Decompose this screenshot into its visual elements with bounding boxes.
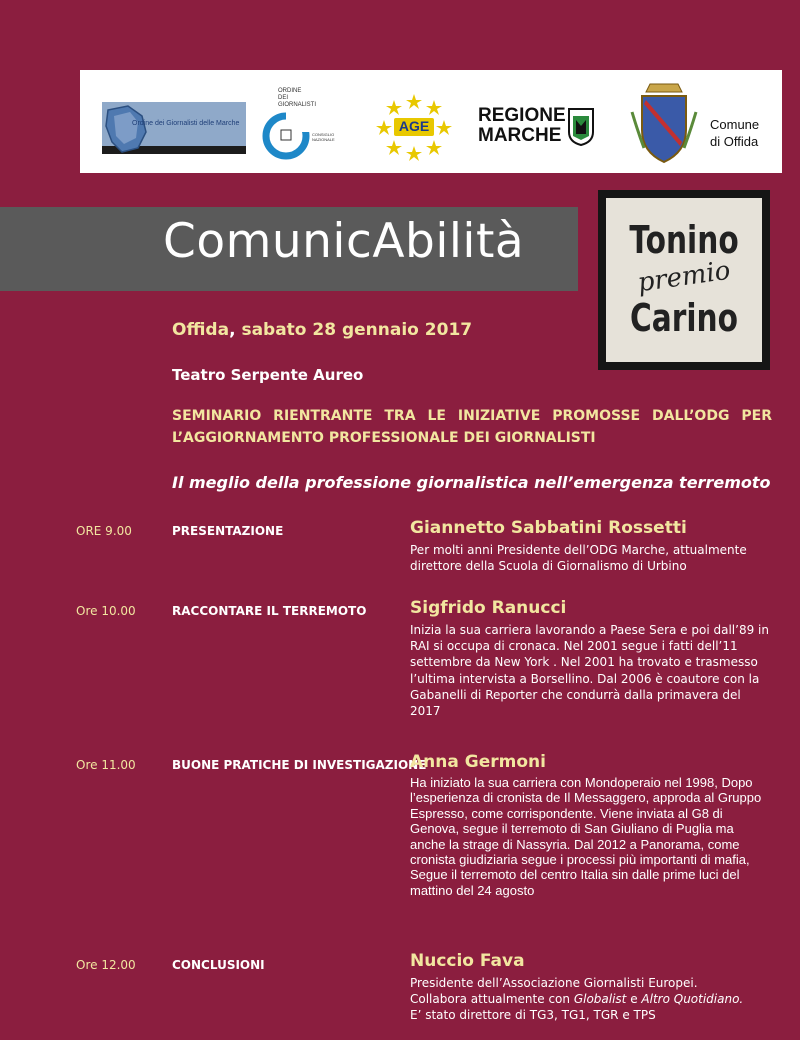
program-topic: BUONE PRATICHE DI INVESTIGAZIONE xyxy=(172,758,427,772)
program-bio-line: Presidente dell’Associazione Giornalisti Europei. xyxy=(410,976,698,990)
ordine-circle-icon xyxy=(262,112,310,160)
odg-marche-logo xyxy=(102,102,246,158)
ordine-logo-line1: ORDINE xyxy=(278,88,302,94)
ordine-logo-line3: GIORNALISTI xyxy=(278,102,317,108)
publication-name: Globalist xyxy=(573,992,627,1007)
comune-offida-logo xyxy=(630,82,780,166)
event-separator: , xyxy=(229,320,236,340)
regione-marche-logo xyxy=(478,106,588,156)
program-speaker: Giannetto Sabbatini Rossetti xyxy=(410,518,687,538)
event-date: sabato 28 gennaio 2017 xyxy=(241,320,473,340)
program-bio-text: Collabora attualmente con xyxy=(410,992,574,1007)
sponsor-logo-bar xyxy=(80,70,782,173)
ordine-giornalisti-logo xyxy=(262,88,342,164)
program-topic: CONCLUSIONI xyxy=(172,958,265,972)
program-time: Ore 12.00 xyxy=(76,958,136,972)
regione-logo-line2: MARCHE xyxy=(478,125,562,146)
premio-stamp xyxy=(598,190,770,370)
program-bio: Ha iniziato la sua carriera con Mondoperaio nel 1998, Dopo l’esperienza di cronista de Il Messaggero, approda al Gruppo Espresso, come corrispondente. Viene inviata al G8 di Genova, segue il terremoto di San Giuliano di Puglia ma anche la strage di Nassyria. Dal 2012 a Panorama, come cronista giudiziaria segue i processi più importanti di mafia, Segue il terremoto del centro Italia sin dalle prime luci del mattino del 24 agosto xyxy=(410,775,762,898)
coat-of-arms-icon xyxy=(630,82,698,166)
event-venue: Teatro Serpente Aureo xyxy=(172,366,364,384)
program-speaker: Anna Germoni xyxy=(410,752,546,772)
event-motto: Il meglio della professione giornalistica nell’emergenza terremoto xyxy=(172,473,771,492)
program-bio: Per molti anni Presidente dell’ODG Marche, attualmente direttore della Scuola di Giornalismo di Urbino xyxy=(410,543,747,574)
stamp-line-premio: premio xyxy=(635,255,733,299)
age-logo-text: AGE xyxy=(398,118,430,134)
program-topic: PRESENTAZIONE xyxy=(172,524,284,538)
program-time: Ore 10.00 xyxy=(76,604,136,618)
stamp-line-carino: Carino xyxy=(629,296,739,340)
age-logo xyxy=(374,92,454,164)
ordine-logo-line2: DEI xyxy=(278,95,289,101)
program-speaker: Sigfrido Ranucci xyxy=(410,598,567,618)
seminar-description: SEMINARIO RIENTRANTE TRA LE INIZIATIVE PROMOSSE DALL’ODG PER L’AGGIORNAMENTO PROFESSIONALE DEI GIORNALISTI xyxy=(172,408,772,446)
marche-map-icon xyxy=(102,102,246,158)
program-bio-line xyxy=(410,991,772,1007)
program-bio xyxy=(410,975,772,1024)
program-bio: Inizia la sua carriera lavorando a Paese Sera e poi dall’89 in RAI si occupa di cronaca. Nel 2001 segue i fatti dell’11 settembre da New York . Nel 2001 ha trovato e trasmesso l’ultima intervista a Borsellino. Dal 2006 è coautore con la Gabanelli di Reporter che condurrà dalla primavera del 2017 xyxy=(410,623,769,719)
program-bio-line: E’ stato direttore di TG3, TG1, TGR e TPS xyxy=(410,1008,656,1023)
program-time: Ore 11.00 xyxy=(76,758,136,772)
event-place: Offida xyxy=(172,320,230,340)
comune-logo-line1: Comune xyxy=(710,117,760,132)
stamp-inner xyxy=(606,198,762,362)
program-time: ORE 9.00 xyxy=(76,524,132,538)
stamp-line-tonino: Tonino xyxy=(629,218,739,262)
comune-logo-line2: di Offida xyxy=(710,134,759,149)
page-title: ComunicAbilità xyxy=(163,214,525,269)
program-bio-text: e xyxy=(626,992,642,1007)
program-topic: RACCONTARE IL TERREMOTO xyxy=(172,604,367,618)
odg-marche-logo-text: Ordine dei Giornalisti delle Marche xyxy=(132,120,240,127)
publication-name: Altro Quotidiano. xyxy=(641,992,744,1007)
regione-logo-line1: REGIONE xyxy=(478,105,566,126)
regione-shield-icon xyxy=(568,108,594,146)
program-speaker: Nuccio Fava xyxy=(410,951,525,971)
event-date-line xyxy=(172,320,472,340)
ordine-logo-sub: CONSIGLIO NAZIONALE xyxy=(312,132,335,142)
